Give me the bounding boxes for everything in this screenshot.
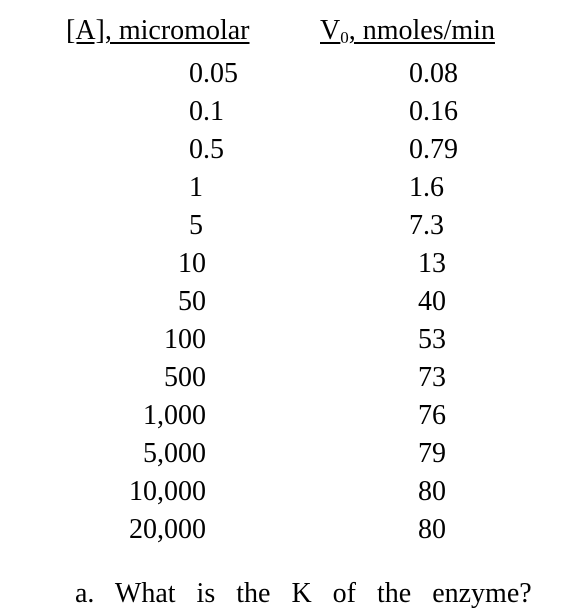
header-velocity-suffix: , nmoles/min (348, 15, 495, 46)
table-row (0, 435, 581, 473)
velocity-cell: 80 (418, 476, 446, 507)
header-velocity (320, 13, 495, 49)
concentration-cell: 500 (164, 362, 206, 393)
header-velocity-prefix: V (320, 15, 341, 46)
concentration-cell: 0.05 (189, 58, 238, 89)
table-row (0, 207, 581, 245)
table-row (0, 55, 581, 93)
concentration-cell: 10 (178, 248, 206, 279)
concentration-cell: 0.5 (189, 134, 224, 165)
table-row (0, 511, 581, 549)
concentration-cell: 0.1 (189, 96, 224, 127)
table-row (0, 283, 581, 321)
table-row (0, 245, 581, 283)
concentration-cell: 100 (164, 324, 206, 355)
table-row (0, 93, 581, 131)
velocity-cell: 40 (418, 286, 446, 317)
header-velocity-subscript: 0 (340, 28, 349, 47)
concentration-cell: 10,000 (129, 476, 206, 507)
velocity-cell: 76 (418, 400, 446, 431)
velocity-cell: 73 (418, 362, 446, 393)
concentration-cell: 1,000 (143, 400, 206, 431)
table-row (0, 473, 581, 511)
concentration-cell: 5,000 (143, 438, 206, 469)
velocity-cell: 13 (418, 248, 446, 279)
question-text-partial: a. What is the K of the enzyme? (75, 578, 532, 609)
velocity-cell: 1.6 (409, 172, 444, 203)
concentration-cell: 50 (178, 286, 206, 317)
header-concentration: [A], micromolar (66, 15, 250, 46)
table-row (0, 397, 581, 435)
velocity-cell: 0.79 (409, 134, 458, 165)
velocity-cell: 7.3 (409, 210, 444, 241)
concentration-cell: 1 (189, 172, 203, 203)
concentration-cell: 5 (189, 210, 203, 241)
data-table (0, 55, 581, 549)
table-row (0, 131, 581, 169)
concentration-cell: 20,000 (129, 514, 206, 545)
velocity-cell: 0.08 (409, 58, 458, 89)
velocity-cell: 0.16 (409, 96, 458, 127)
velocity-cell: 80 (418, 514, 446, 545)
velocity-cell: 79 (418, 438, 446, 469)
table-row (0, 169, 581, 207)
velocity-cell: 53 (418, 324, 446, 355)
table-row (0, 321, 581, 359)
table-row (0, 359, 581, 397)
